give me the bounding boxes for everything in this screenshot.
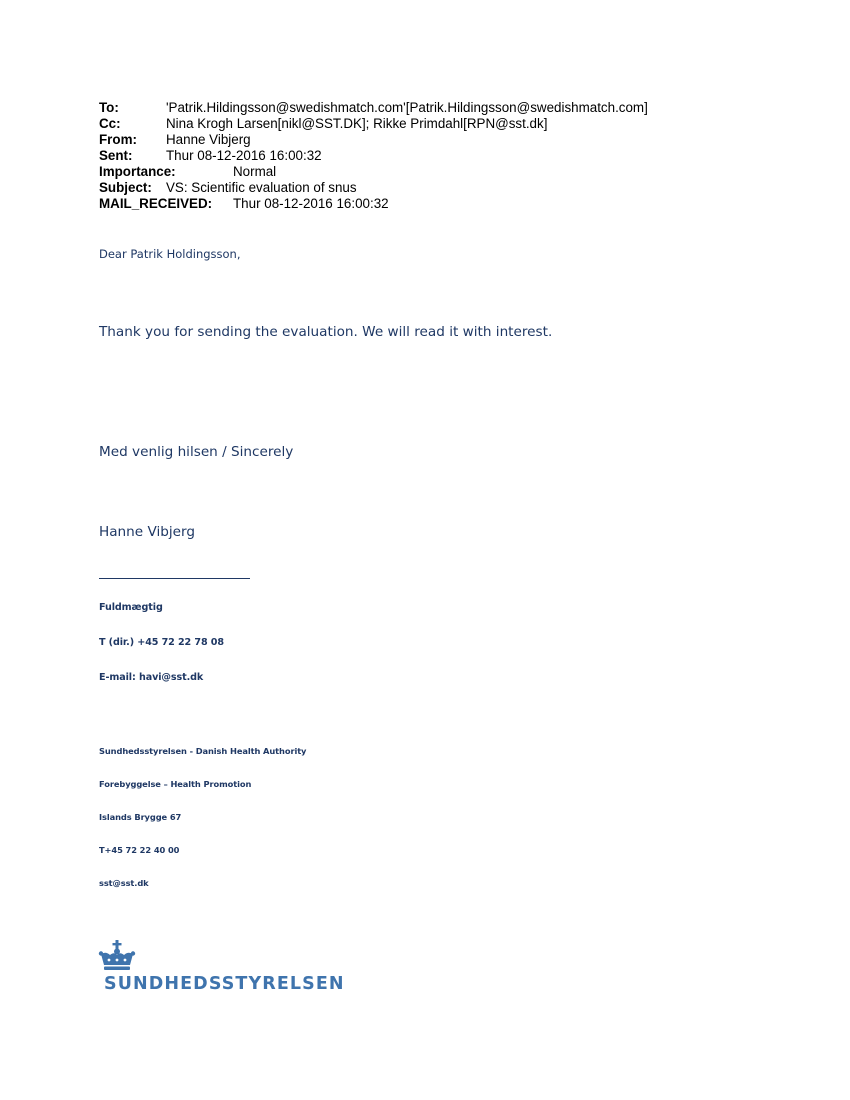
signature-title: Fuldmægtig [99, 602, 163, 613]
signature-phone: T (dir.) +45 72 22 78 08 [99, 637, 224, 648]
from-label: From: [99, 132, 137, 147]
from-value: Hanne Vibjerg [166, 132, 251, 147]
to-value: 'Patrik.Hildingsson@swedishmatch.com'[Patrik.Hildingsson@swedishmatch.com] [166, 100, 648, 115]
signature-email: E-mail: havi@sst.dk [99, 672, 204, 683]
cc-label: Cc: [99, 116, 121, 131]
logo-text: SUNDHEDSSTYRELSEN [104, 974, 345, 994]
cc-value: Nina Krogh Larsen[nikl@SST.DK]; Rikke Primdahl[RPN@sst.dk] [166, 116, 548, 131]
greeting: Dear Patrik Holdingsson, [99, 247, 241, 261]
signature-divider [99, 578, 250, 579]
crown-icon [98, 940, 138, 974]
sundhedsstyrelsen-logo [98, 940, 345, 998]
received-label: MAIL_RECEIVED: [99, 196, 213, 211]
sent-value: Thur 08-12-2016 16:00:32 [166, 148, 322, 163]
to-label: To: [99, 100, 119, 115]
address: Islands Brygge 67 [99, 812, 182, 822]
signature-name: Hanne Vibjerg [99, 524, 195, 540]
closing: Med venlig hilsen / Sincerely [99, 444, 294, 460]
main-email: sst@sst.dk [99, 878, 149, 888]
importance-value: Normal [233, 164, 277, 179]
org-name: Sundhedsstyrelsen - Danish Health Authority [99, 746, 307, 756]
importance-label: Importance: [99, 164, 176, 179]
department: Forebyggelse – Health Promotion [99, 779, 252, 789]
subject-value: VS: Scientific evaluation of snus [166, 180, 357, 195]
message-text: Thank you for sending the evaluation. We will read it with interest. [99, 324, 553, 340]
received-value: Thur 08-12-2016 16:00:32 [233, 196, 389, 211]
subject-label: Subject: [99, 180, 152, 195]
sent-label: Sent: [99, 148, 133, 163]
main-phone: T+45 72 22 40 00 [99, 845, 180, 855]
